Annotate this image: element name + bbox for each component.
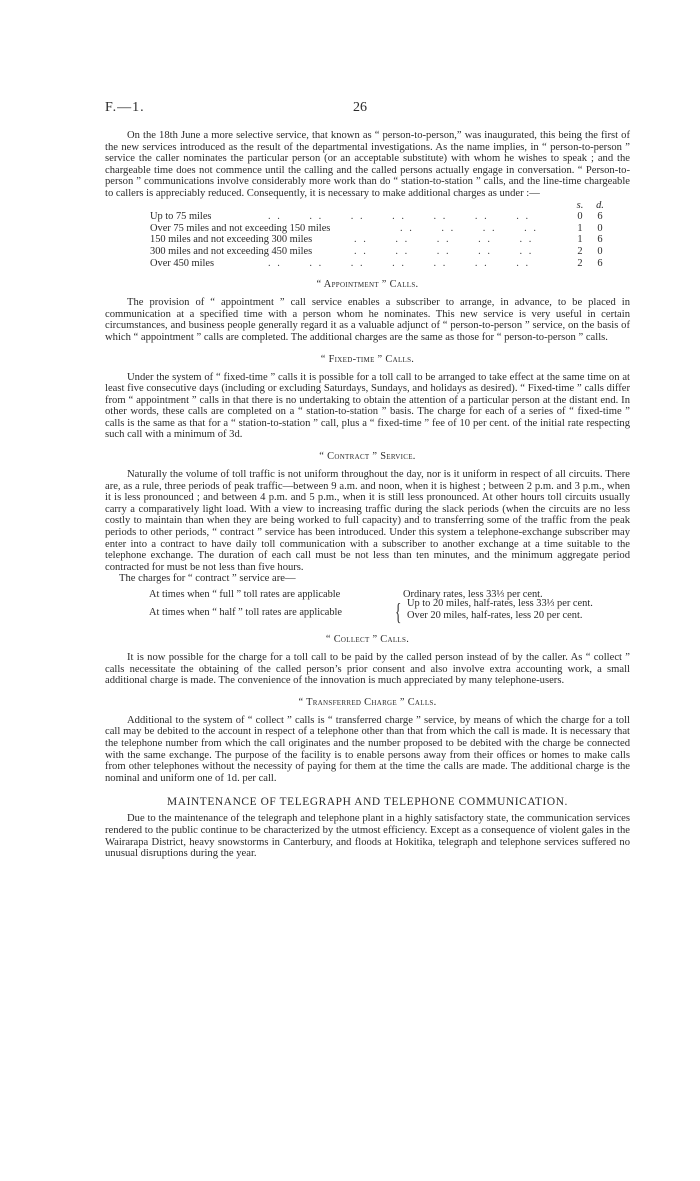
page-number: 26 <box>353 100 367 115</box>
contract-charges-intro: The charges for “ contract ” service are— <box>119 573 296 585</box>
half-rate-label: At times when “ half ” toll rates are applicable <box>149 607 343 618</box>
half-rate-value-over-20: Over 20 miles, half-rates, less 20 per cent. <box>407 609 583 621</box>
transferred-charge-calls-paragraph: Additional to the system of “ collect ” calls is “ transferred charge ” service, by means of which the charge for a toll call may be debited to the account in respect of a telephone other than that from which the call is made. It is necessary that the telephone number from which the call originates and the number proposed to be debited with the charge be connected with the same exchange. The purpose of the facility is to enable persons away from their offices or homes to make calls from other telephones without the necessity of paying for them at the time the calls are made. The additional charge is the nominal and uniform one of 1d. per call. <box>105 714 630 784</box>
leader-dots: . . . . . . . . <box>400 222 538 234</box>
contract-service-heading: “ Contract ” Service. <box>319 451 416 463</box>
fixed-time-calls-paragraph: Under the system of “ fixed-time ” calls it is possible for a toll call to be arranged to take effect at the same time on at least five consecutive days (including or excluding Saturdays, Sundays, and holidays as desired). “ Fixed-time ” calls differ from “ appointment ” calls in that there is no undertaking to obtain the attention of a particular person at the distant end. In other words, these calls are completed on a “ station-to-station ” basis. The charge for each of a series of “ fixed-time ” calls is the same as that for a “ station-to-station ” call, plus a “ fixed-time ” fee of 10 per cent. of the initial rate respecting such call with a minimum of 3d. <box>105 371 630 441</box>
maintenance-paragraph: Due to the maintenance of the telegraph and telephone plant in a highly satisfactory state, the communication services rendered to the public continue to be characterized by the utmost efficiency. Except as a consequence of violent gales in the Wairarapa District, heavy snowstorms in Canterbury, and floods at Hokitika, telegraph and telephone services suffered no unusual disruptions during the year. <box>105 813 630 860</box>
paper-reference: F.—1. <box>105 100 145 115</box>
fixed-time-calls-heading: “ Fixed-time ” Calls. <box>320 353 415 365</box>
rate-distance: Over 450 miles <box>150 257 215 269</box>
rate-pence: 0 <box>597 222 603 234</box>
page-body <box>105 130 630 860</box>
leader-dots: . . . . . . . . . . <box>354 245 534 257</box>
rate-distance: Up to 75 miles <box>150 211 212 223</box>
full-rate-value: Ordinary rates, less 33⅓ per cent. <box>403 589 543 600</box>
rate-pence: 6 <box>597 211 603 223</box>
rate-pence: 0 <box>597 245 603 257</box>
half-rate-value-up-to-20: Up to 20 miles, half-rates, less 33⅓ per cent. <box>407 598 593 609</box>
rate-row <box>150 246 630 258</box>
leader-dots: . . . . . . . . . . <box>354 234 534 246</box>
brace-symbol: { <box>395 600 402 626</box>
rate-row <box>150 211 630 223</box>
rate-distance: Over 75 miles and not exceeding 150 miles <box>150 222 331 234</box>
rate-shillings: 1 <box>577 222 583 234</box>
rate-pence: 6 <box>597 257 603 269</box>
contract-half-rate-row <box>149 598 630 626</box>
leader-dots: . . . . . . . . . . . . . . <box>268 211 531 223</box>
rate-pence: 6 <box>597 234 603 246</box>
page-header <box>105 100 630 120</box>
rate-shillings: 1 <box>577 234 583 246</box>
rate-distance: 150 miles and not exceeding 300 miles <box>150 234 313 246</box>
rate-row <box>150 223 630 235</box>
rate-shillings: 0 <box>577 211 583 223</box>
shillings-column-header: s. <box>576 199 584 211</box>
maintenance-heading: MAINTENANCE OF TELEGRAPH AND TELEPHONE COMMUNICATION. <box>167 796 568 809</box>
appointment-calls-paragraph: The provision of “ appointment ” call service enables a subscriber to arrange, in advance, to be placed in communication at a specified time with a person whom he nominates. This new service is very useful in certain circumstances, and business people generally regard it as a valuable adjunct of “ person-to-person ” service, on the basis of which “ appointment ” calls are completed. The additional charges are the same as those for “ person-to-person ” calls. <box>105 297 630 343</box>
appointment-calls-heading: “ Appointment ” Calls. <box>316 279 419 291</box>
person-to-person-rate-table <box>150 200 630 270</box>
rate-row <box>150 258 630 270</box>
rate-row <box>150 234 630 246</box>
transferred-charge-calls-heading: “ Transferred Charge ” Calls. <box>298 696 437 708</box>
leader-dots: . . . . . . . . . . . . . . <box>268 257 531 269</box>
rate-shillings: 2 <box>577 257 583 269</box>
pence-column-header: d. <box>596 199 604 211</box>
full-rate-label: At times when “ full ” toll rates are applicable <box>149 589 341 600</box>
collect-calls-heading: “ Collect ” Calls. <box>325 634 410 645</box>
half-rate-values <box>407 598 593 621</box>
rate-table-header <box>150 200 630 212</box>
intro-paragraph: On the 18th June a more selective service, that known as “ person-to-person,” was inaugurated, this being the first of the new services introduced as the result of the departmental investigations. As the name implies, in “ person-to-person ” service the caller nominates the particular person (or an acceptable substitute) with whom he wishes to speak ; and the chargeable time does not commence until the calling and the called persons actually engage in conversation. “ Person-to-person ” communications involve considerably more work than do “ station-to-station ” calls, and the line-time chargeable to callers is appreciably reduced. Consequently, it is necessary to make additional charges as under :— <box>105 130 630 199</box>
rate-shillings: 2 <box>577 245 583 257</box>
contract-service-paragraph: Naturally the volume of toll traffic is not uniform throughout the day, nor is it uniform in respect of all circuits. There are, as a rule, three periods of peak traffic—between 9 a.m. and noon, when it is highest ; between 2 p.m. and 3 p.m., when it is less pronounced ; and between 4 p.m. and 5 p.m., when it is still less pronounced. At other hours toll circuits usually carry a comparatively light load. With a view to increasing traffic during the slack periods (when the circuits are no less costly to maintain than when they are being worked to full capacity) and to transferring some of the traffic from the peak periods to other periods, “ contract ” service has been introduced. Under this system a telephone-exchange subscriber may enter into a contract to have daily toll communication with a subscriber to another exchange at a time suitable to the telephone exchange. The duration of each call must be not less than ten minutes, and the minimum aggregate period contracted for must be not less than five hours. <box>105 469 630 573</box>
collect-calls-paragraph: It is now possible for the charge for a toll call to be paid by the called person instead of by the caller. As “ collect ” calls necessitate the obtaining of the called person’s prior consent and also involve extra accounting work, a small additional charge is made. The convenience of the innovation is much appreciated by many telephone-users. <box>105 652 630 687</box>
rate-distance: 300 miles and not exceeding 450 miles <box>150 245 313 257</box>
contract-charges-table <box>149 589 630 626</box>
